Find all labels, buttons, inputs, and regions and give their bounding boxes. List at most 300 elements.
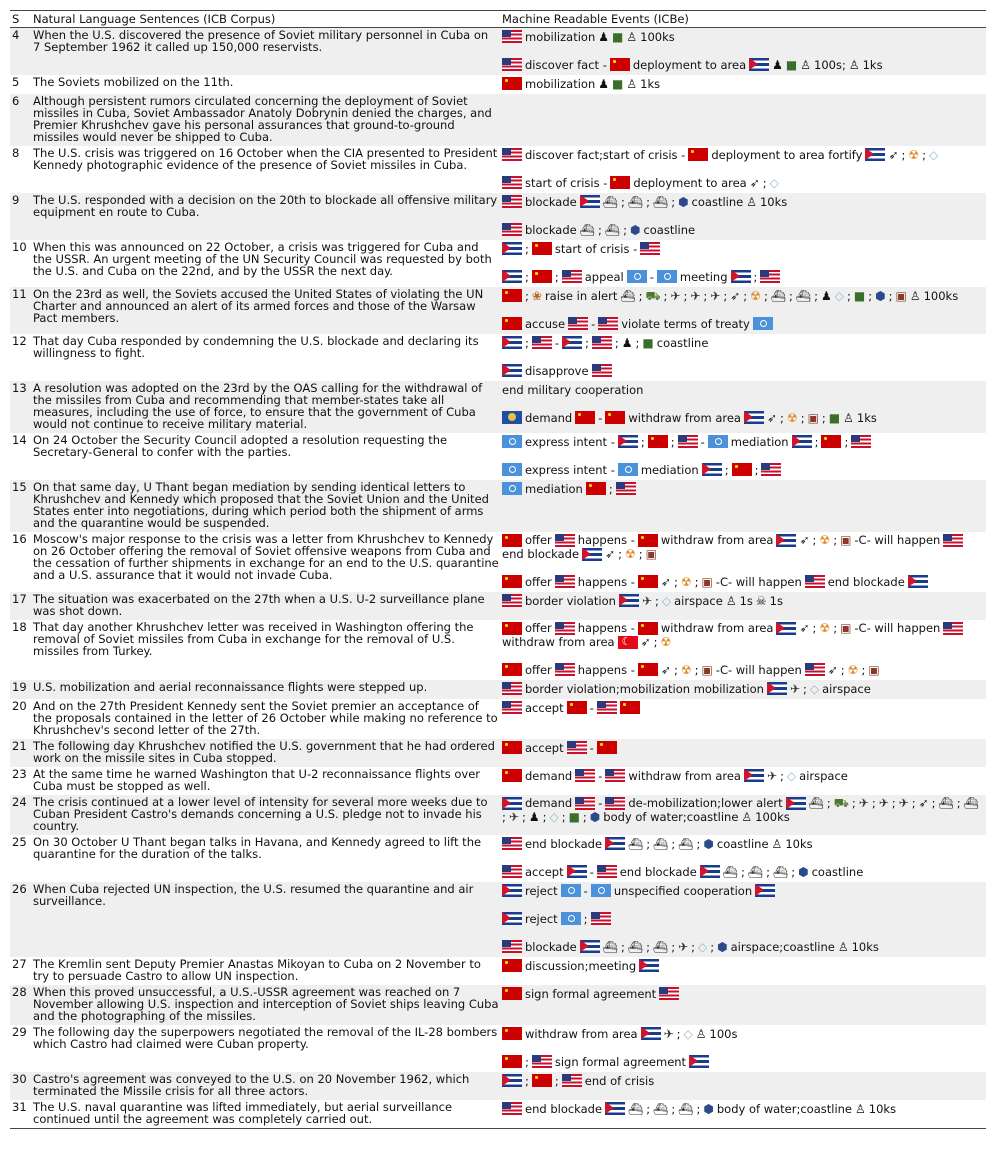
ussr-flag-icon	[532, 1074, 552, 1087]
event-text: 10ks	[851, 939, 879, 954]
event-text: end blockade	[502, 547, 580, 561]
us-flag-icon	[616, 482, 636, 495]
event-text: ;	[922, 147, 927, 162]
personnel-icon: ♙	[741, 810, 753, 824]
personnel-icon: ♙	[837, 939, 849, 954]
event-text: ;	[911, 796, 916, 810]
sentence-text: The U.S. responded with a decision on the 20th to blockade all offensive military equipment en route to Cuba.	[31, 193, 500, 240]
sentence-text: The crisis continued at a lower level of intensity for several more weeks due to Cuban President Castro's demands concerning a U.S. pledge not to invade his country.	[31, 795, 500, 835]
event-text: coastline	[691, 194, 744, 209]
us-flag-icon	[502, 30, 522, 43]
event-text: -	[700, 434, 705, 449]
event-text: start of crisis -	[525, 175, 608, 190]
nuclear-icon: ☢	[680, 574, 692, 589]
ussr-flag-icon	[567, 701, 587, 714]
event-gap	[502, 564, 985, 574]
event-line	[502, 269, 985, 284]
us-flag-icon	[502, 594, 522, 607]
event-line	[502, 836, 985, 851]
event-text: blockade	[525, 194, 577, 209]
table-row	[10, 592, 986, 620]
missile-icon: ➶	[660, 574, 671, 589]
event-text: ;	[814, 288, 819, 303]
explosive-icon: ▣	[807, 410, 819, 425]
us-flag-icon	[575, 797, 595, 810]
sentence-text: On the 23rd as well, the Soviets accused the United States of violating the UN Charter and announced an alert of its armed forces and those of the Warsaw Pact members.	[31, 287, 500, 334]
event-line	[502, 241, 985, 256]
materiel-icon: ■	[828, 410, 841, 425]
events-cell	[500, 532, 986, 592]
sentence-text: On 30 October U Thant began talks in Havana, and Kennedy agreed to lift the quarantine for the duration of the talks.	[33, 835, 482, 861]
cuba-flag-icon	[639, 959, 659, 972]
ship-icon: ⛴	[963, 796, 979, 810]
event-text: border violation;mobilization mobilization	[525, 681, 764, 696]
aircraft-icon: ✈	[690, 288, 701, 303]
cuba-flag-icon	[749, 58, 769, 71]
event-text: offer	[525, 533, 552, 547]
us-flag-icon	[502, 1102, 522, 1115]
event-line	[502, 768, 985, 783]
event-text: ;	[780, 410, 784, 425]
explosive-icon: ▣	[840, 621, 852, 635]
sentence-text: The Soviets mobilized on the 11th.	[33, 75, 234, 89]
nuclear-icon: ☢	[660, 635, 672, 649]
table-row	[10, 433, 986, 480]
event-text: ;	[655, 593, 659, 608]
event-line	[502, 662, 985, 677]
event-text: ;	[673, 574, 678, 589]
materiel-icon: ■	[642, 335, 654, 350]
event-line	[502, 740, 985, 755]
event-text: ;	[676, 1026, 681, 1041]
table-row	[10, 240, 986, 287]
event-text: ;	[851, 796, 856, 810]
sentence-text: On that same day, U Thant began mediation by sending identical letters to Khrushchev and Kennedy which proposed that the Soviet Union and the United States enter into negotiations, during which period both the shipment of arms and the quarantine would be suspended.	[31, 480, 500, 532]
event-text: start of crisis -	[554, 241, 638, 256]
sentence-number: 21	[10, 739, 31, 767]
materiel-icon: ■	[853, 288, 866, 303]
event-text: ;	[646, 836, 651, 851]
event-text: happens -	[577, 621, 635, 635]
event-text: -	[598, 410, 603, 425]
table-row	[10, 767, 986, 795]
ussr-flag-icon	[502, 959, 522, 972]
sentence-number: 11	[10, 287, 31, 334]
event-text: withdraw from area	[660, 621, 774, 635]
event-text: ;	[525, 288, 529, 303]
ussr-flag-icon	[502, 534, 522, 547]
missile-icon: ➶	[918, 796, 929, 810]
event-text: discover fact -	[525, 57, 607, 72]
events-cell	[500, 334, 986, 381]
event-text: 100s;	[814, 57, 846, 72]
table-row	[10, 334, 986, 381]
event-line	[502, 681, 985, 696]
event-text: ;	[763, 288, 768, 303]
table-row	[10, 699, 986, 739]
water-hex-icon: ⬢	[703, 1101, 714, 1116]
event-text: ;	[542, 810, 547, 824]
oas-flag-icon	[502, 411, 522, 424]
ussr-flag-icon	[575, 411, 595, 424]
event-text: ;	[525, 269, 529, 284]
events-cell	[500, 94, 986, 146]
event-line	[502, 796, 985, 824]
ship-icon: ⛴	[747, 864, 764, 879]
ussr-flag-icon	[502, 987, 522, 1000]
event-text: ;	[723, 288, 728, 303]
event-line	[502, 864, 985, 879]
ussr-flag-icon	[532, 270, 552, 283]
sentence-number: 13	[10, 381, 31, 433]
cuba-flag-icon	[744, 411, 764, 424]
missile-icon: ➶	[799, 621, 810, 635]
sentence-text: And on the 27th President Kennedy sent the Soviet premier an acceptance of the proposals contained in the letter of 26 October while making no reference to Khrushchev's second letter of the 27th.	[33, 699, 498, 737]
cuba-flag-icon	[562, 336, 582, 349]
ship-icon: ⛴	[627, 194, 644, 209]
us-flag-icon	[502, 223, 522, 236]
sentence-text: The Kremlin sent Deputy Premier Anastas Mikoyan to Cuba on 2 November to try to persuade Castro to allow UN inspection.	[33, 957, 481, 983]
missile-icon: ➶	[799, 533, 810, 547]
event-text: happens -	[577, 574, 635, 589]
event-text: 100s	[709, 1026, 738, 1041]
us-flag-icon	[591, 912, 611, 925]
event-text: deployment to area	[632, 57, 747, 72]
event-text: ;	[812, 533, 817, 547]
sentence-number: 15	[10, 480, 31, 532]
event-text: end of crisis	[584, 1073, 655, 1088]
aircraft-icon: ✈	[508, 810, 519, 824]
cuba-flag-icon	[605, 837, 625, 850]
header-events: Machine Readable Events (ICBe)	[500, 11, 986, 28]
event-text: ;	[554, 1073, 559, 1088]
materiel-icon: ■	[612, 76, 624, 91]
table-header	[10, 11, 986, 28]
un-flag-icon	[708, 435, 728, 448]
personnel-icon: ♙	[843, 410, 854, 425]
sentence-text: U.S. mobilization and aerial reconnaissance flights were stepped up.	[31, 680, 500, 699]
table-row	[10, 835, 986, 882]
sentence-text: When this proved unsuccessful, a U.S.-USSR agreement was reached on 7 November allowing U.S. inspection and interception of Soviet ships leaving Cuba and the photographing of the missiles.	[33, 985, 499, 1023]
un-flag-icon	[502, 463, 522, 476]
materiel-icon: ■	[785, 57, 798, 72]
table-row	[10, 193, 986, 240]
events-cell	[500, 795, 986, 835]
sentence-number: 6	[10, 94, 31, 146]
event-text: ;	[844, 434, 849, 449]
event-line	[502, 1101, 985, 1116]
event-text: mediation	[640, 462, 699, 477]
event-text: -	[598, 768, 603, 783]
ship-icon: ⛴	[653, 1101, 669, 1116]
event-text: offer	[525, 662, 552, 677]
event-text: ;	[646, 194, 650, 209]
events-cell	[500, 882, 986, 957]
ship-icon: ⛴	[620, 288, 636, 303]
event-gap	[502, 306, 985, 316]
event-text: ;	[614, 335, 619, 350]
nuclear-icon: ☢	[847, 662, 859, 677]
cuba-flag-icon	[502, 336, 522, 349]
event-line	[502, 76, 985, 91]
ice-cube-icon: ◇	[809, 681, 820, 696]
event-text: -C- will happen	[854, 621, 941, 635]
event-text: ;	[847, 288, 851, 303]
event-text: mobilization	[525, 76, 596, 91]
event-text: 1ks	[862, 57, 883, 72]
us-flag-icon	[555, 575, 575, 588]
ussr-flag-icon	[502, 741, 522, 754]
missile-icon: ➶	[749, 175, 760, 190]
sentence-text: When Cuba rejected UN inspection, the U.S. resumed the quarantine and air surveillance.	[31, 882, 500, 957]
missile-icon: ➶	[827, 662, 838, 677]
ussr-flag-icon	[586, 482, 606, 495]
event-gap	[502, 400, 985, 410]
un-flag-icon	[502, 482, 522, 495]
event-text: ;	[663, 288, 668, 303]
ice-cube-icon: ◇	[683, 1026, 693, 1041]
event-text: demand	[525, 796, 573, 810]
event-gap	[502, 929, 985, 939]
event-text: withdraw from area	[660, 533, 774, 547]
sentence-number: 20	[12, 699, 27, 713]
us-flag-icon	[943, 622, 963, 635]
ussr-flag-icon	[638, 622, 658, 635]
event-text: ;	[724, 462, 729, 477]
sentence-number: 18	[12, 620, 27, 634]
event-text: 1s	[769, 593, 783, 608]
ussr-flag-icon	[502, 622, 522, 635]
us-flag-icon	[760, 270, 780, 283]
event-text: ;	[800, 410, 805, 425]
event-text: express intent -	[525, 434, 615, 449]
event-text: ;	[646, 939, 650, 954]
table-row	[10, 146, 986, 193]
event-text: -C- will happen	[715, 662, 802, 677]
event-text: -	[591, 316, 596, 331]
sentence-number: 23	[12, 767, 27, 781]
events-cell	[500, 767, 986, 795]
tank-icon: ⛟	[645, 288, 661, 303]
event-text: ;	[803, 681, 807, 696]
sentence-number: 4	[10, 28, 31, 76]
event-text: ;	[694, 574, 699, 589]
ship-icon: ⛴	[604, 222, 621, 237]
sentence-number: 24	[10, 795, 31, 835]
cuba-flag-icon	[776, 622, 796, 635]
event-text: ;	[502, 810, 506, 824]
aircraft-icon: ✈	[663, 1026, 674, 1041]
event-text: appeal	[584, 269, 624, 284]
us-flag-icon	[502, 682, 522, 695]
cuba-flag-icon	[580, 195, 600, 208]
event-text: coastline	[811, 864, 864, 879]
ship-icon: ⛴	[579, 222, 595, 237]
sentence-number: 26	[10, 882, 31, 957]
event-text: 1ks	[640, 76, 661, 91]
table-row	[10, 94, 986, 146]
event-text: -	[589, 864, 594, 879]
event-text: ;	[696, 836, 701, 851]
event-line	[502, 911, 985, 926]
event-text: ;	[762, 175, 767, 190]
event-text: happens -	[577, 533, 635, 547]
event-text: -	[589, 700, 594, 715]
cuba-flag-icon	[702, 463, 722, 476]
us-flag-icon	[555, 663, 575, 676]
explosive-icon: ▣	[868, 662, 880, 677]
us-flag-icon	[555, 534, 575, 547]
cuba-flag-icon	[908, 575, 928, 588]
cuba-flag-icon	[619, 594, 639, 607]
un-flag-icon	[627, 270, 647, 283]
event-line	[502, 194, 985, 209]
event-text: ;	[840, 662, 845, 677]
events-cell	[500, 985, 986, 1025]
us-flag-icon	[502, 837, 522, 850]
event-text: accept	[525, 700, 564, 715]
event-text: 1ks	[856, 410, 877, 425]
explosive-icon: ▣	[701, 574, 713, 589]
table-row	[10, 1072, 986, 1100]
table-row	[10, 1025, 986, 1072]
event-text: ;	[814, 434, 819, 449]
event-text: ;	[833, 533, 838, 547]
event-text: violate terms of treaty	[621, 316, 750, 331]
sentence-text: That day Cuba responded by condemning the U.S. blockade and declaring its willingness to fight.	[33, 334, 479, 360]
event-text: demand	[525, 410, 573, 425]
event-text: ;	[525, 335, 529, 350]
materiel-icon: ■	[568, 810, 580, 824]
ussr-flag-icon	[502, 317, 522, 330]
event-text: -	[649, 269, 654, 284]
event-text: ;	[683, 288, 688, 303]
sentence-number: 14	[12, 433, 27, 447]
ussr-flag-icon	[605, 411, 625, 424]
personnel-icon: ♙	[695, 1026, 707, 1041]
us-flag-icon	[805, 663, 825, 676]
event-text: -	[583, 883, 588, 898]
ussr-flag-icon	[638, 575, 658, 588]
personnel-icon: ♙	[848, 57, 860, 72]
ice-cube-icon: ◇	[786, 768, 797, 783]
events-cell	[500, 592, 986, 620]
tank-icon: ⛟	[833, 796, 849, 810]
event-text: ;	[812, 621, 817, 635]
event-line	[502, 481, 985, 496]
sentence-text: Moscow's major response to the crisis was a letter from Khrushchev to Kennedy on 26 October offering the removal of Soviet offensive weapons from Cuba and the cessation of further shipments in exchange for an end to the U.S. quarantine and a U.S. assurance that it would not invade Cuba.	[33, 532, 499, 582]
sentence-number: 5	[12, 75, 20, 89]
event-text: deployment to area	[633, 175, 747, 190]
events-cell	[500, 699, 986, 739]
personnel-icon: ♙	[771, 836, 783, 851]
event-text: ;	[671, 1101, 676, 1116]
event-text: ;	[582, 810, 587, 824]
ship-icon: ⛴	[722, 864, 739, 879]
event-text: mediation	[730, 434, 789, 449]
events-cell	[500, 381, 986, 433]
event-text: ;	[646, 1101, 651, 1116]
event-text: coastline	[716, 836, 769, 851]
un-flag-icon	[561, 884, 581, 897]
nuclear-icon: ☢	[680, 662, 692, 677]
events-cell	[500, 146, 986, 193]
event-text: 10ks	[759, 194, 788, 209]
event-gap	[502, 901, 985, 911]
cuba-flag-icon	[502, 270, 522, 283]
event-text: ;	[780, 768, 784, 783]
event-text: deployment to area fortify	[711, 147, 863, 162]
nuclear-icon: ☢	[750, 288, 761, 303]
event-line	[502, 175, 985, 190]
us-flag-icon	[502, 940, 522, 953]
event-text: ;	[703, 288, 708, 303]
event-text: ;	[766, 864, 771, 879]
ussr-flag-icon	[502, 77, 522, 90]
event-text: -C- will happen	[854, 533, 941, 547]
ussr-flag-icon	[732, 463, 752, 476]
missile-icon: ➶	[888, 147, 899, 162]
table-row	[10, 287, 986, 334]
event-line	[502, 434, 985, 449]
cuba-flag-icon	[776, 534, 796, 547]
event-text: disapprove	[525, 363, 589, 378]
cuba-flag-icon	[786, 797, 806, 810]
explosive-icon: ▣	[701, 662, 713, 677]
event-text: ;	[871, 796, 876, 810]
sentence-text: The following day the superpowers negotiated the removal of the IL-28 bombers which Castro had claimed were Cuban property.	[33, 1025, 498, 1051]
sentence-number: 30	[10, 1072, 31, 1100]
event-text: ;	[821, 410, 826, 425]
event-text: 100ks	[923, 288, 959, 303]
table-row	[10, 957, 986, 985]
event-line	[502, 574, 985, 589]
us-flag-icon	[605, 797, 625, 810]
event-text: -	[598, 796, 603, 810]
sentence-text: At the same time he warned Washington that U-2 reconnaissance flights over Cuba must be stopped as well.	[33, 767, 480, 793]
aircraft-icon: ✈	[678, 939, 689, 954]
ussr-flag-icon	[648, 435, 668, 448]
event-gap	[502, 652, 985, 662]
table-row	[10, 795, 986, 835]
ship-icon: ⛴	[938, 796, 954, 810]
event-text: sign formal agreement	[525, 986, 657, 1001]
event-text: de-mobilization;lower alert	[628, 796, 783, 810]
event-text: ;	[525, 241, 529, 256]
us-flag-icon	[943, 534, 963, 547]
cuba-flag-icon	[744, 769, 764, 782]
us-flag-icon	[805, 575, 825, 588]
missile-icon: ➶	[766, 410, 778, 425]
aircraft-icon: ✈	[710, 288, 721, 303]
event-text: withdraw from area	[525, 1026, 638, 1041]
event-text: accuse	[525, 316, 566, 331]
event-line	[502, 533, 985, 561]
table-row	[10, 680, 986, 699]
sentence-text: A resolution was adopted on the 23rd by the OAS calling for the withdrawal of the missiles from Cuba and recommending that member-states take all measures, including the use of force, to ensure that the government of Cuba would not continue to receive military material.	[31, 381, 500, 433]
event-text: withdraw from area	[628, 768, 741, 783]
table-row	[10, 75, 986, 94]
event-text: withdraw from area	[502, 635, 615, 649]
us-flag-icon	[567, 741, 587, 754]
ship-icon: ⛴	[678, 1101, 694, 1116]
event-text: body of water;coastline	[716, 1101, 853, 1116]
table-row	[10, 620, 986, 680]
event-text: raise in alert	[544, 288, 618, 303]
ussr-flag-icon	[610, 176, 630, 189]
events-cell	[500, 287, 986, 334]
cuba-flag-icon	[580, 940, 600, 953]
